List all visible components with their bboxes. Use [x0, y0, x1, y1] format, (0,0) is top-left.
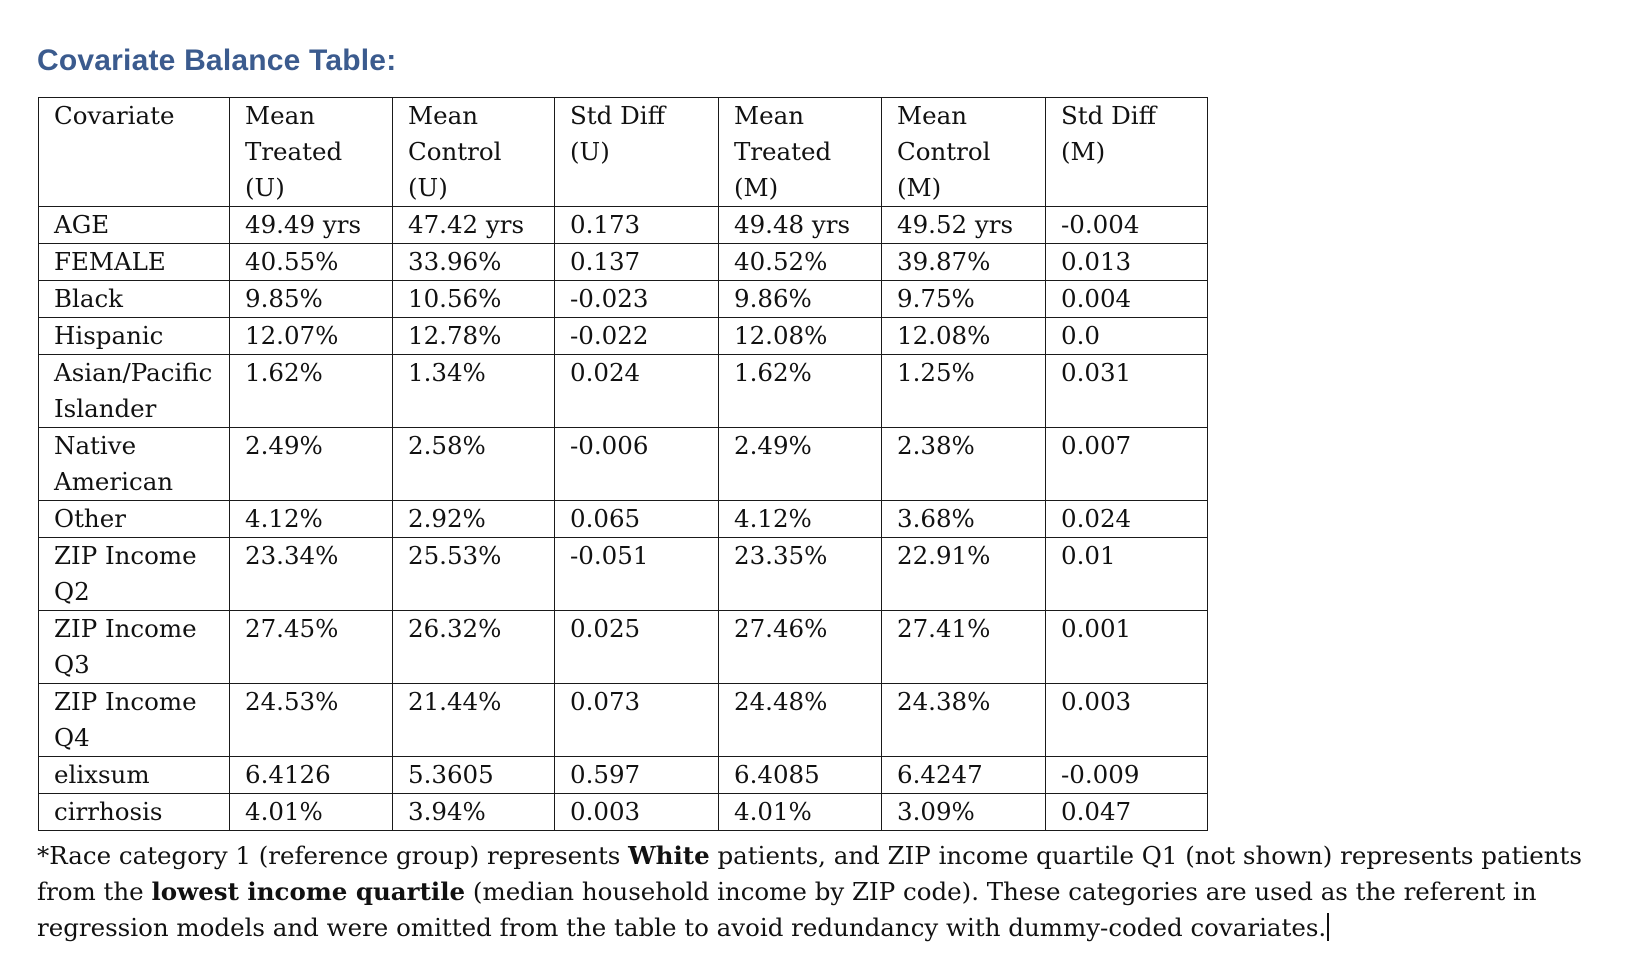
- table-row: [39, 501, 1208, 538]
- value-cell: 3.09%: [882, 794, 1046, 831]
- value-cell: 0.024: [555, 355, 719, 428]
- value-cell: 0.013: [1046, 244, 1208, 281]
- footnote-bold-white: White: [628, 841, 710, 870]
- value-cell: 12.07%: [230, 318, 393, 355]
- covariate-name-cell: Asian/Pacific Islander: [39, 355, 230, 428]
- covariate-name-cell: elixsum: [39, 757, 230, 794]
- value-cell: 24.53%: [230, 684, 393, 757]
- footnote-text-1: *Race category 1 (reference group) represents: [37, 841, 629, 870]
- value-cell: 4.12%: [230, 501, 393, 538]
- value-cell: 40.55%: [230, 244, 393, 281]
- covariate-name-cell: AGE: [39, 207, 230, 244]
- value-cell: 49.48 yrs: [719, 207, 882, 244]
- value-cell: 23.35%: [719, 538, 882, 611]
- value-cell: 6.4126: [230, 757, 393, 794]
- value-cell: 23.34%: [230, 538, 393, 611]
- value-cell: 10.56%: [393, 281, 555, 318]
- covariate-name-cell: ZIP Income Q3: [39, 611, 230, 684]
- value-cell: -0.022: [555, 318, 719, 355]
- value-cell: 3.68%: [882, 501, 1046, 538]
- value-cell: 22.91%: [882, 538, 1046, 611]
- value-cell: 0.001: [1046, 611, 1208, 684]
- value-cell: 0.003: [1046, 684, 1208, 757]
- table-row: [39, 244, 1208, 281]
- value-cell: 5.3605: [393, 757, 555, 794]
- value-cell: 0.073: [555, 684, 719, 757]
- column-header: Mean Control (U): [393, 98, 555, 207]
- table-row: [39, 318, 1208, 355]
- value-cell: 27.45%: [230, 611, 393, 684]
- footnote-bold-income-quartile: lowest income quartile: [151, 877, 466, 906]
- value-cell: 40.52%: [719, 244, 882, 281]
- value-cell: 0.01: [1046, 538, 1208, 611]
- value-cell: 6.4247: [882, 757, 1046, 794]
- covariate-name-cell: Native American: [39, 428, 230, 501]
- value-cell: 21.44%: [393, 684, 555, 757]
- value-cell: 47.42 yrs: [393, 207, 555, 244]
- value-cell: -0.004: [1046, 207, 1208, 244]
- value-cell: 0.031: [1046, 355, 1208, 428]
- table-heading: Covariate Balance Table:: [37, 44, 397, 77]
- value-cell: 0.0: [1046, 318, 1208, 355]
- value-cell: -0.023: [555, 281, 719, 318]
- value-cell: 0.025: [555, 611, 719, 684]
- value-cell: 4.12%: [719, 501, 882, 538]
- text-cursor: [1327, 913, 1329, 941]
- table-row: [39, 281, 1208, 318]
- column-header: Std Diff (U): [555, 98, 719, 207]
- table-row: [39, 538, 1208, 611]
- footnote[interactable]: [37, 838, 1617, 946]
- value-cell: 1.62%: [719, 355, 882, 428]
- table-row: [39, 684, 1208, 757]
- value-cell: 49.49 yrs: [230, 207, 393, 244]
- column-header: Mean Treated (U): [230, 98, 393, 207]
- covariate-balance-table: [38, 97, 1208, 831]
- value-cell: 0.173: [555, 207, 719, 244]
- value-cell: 2.49%: [230, 428, 393, 501]
- value-cell: 2.38%: [882, 428, 1046, 501]
- value-cell: 0.007: [1046, 428, 1208, 501]
- table-header-row: [39, 98, 1208, 207]
- value-cell: 12.78%: [393, 318, 555, 355]
- value-cell: -0.009: [1046, 757, 1208, 794]
- value-cell: 2.58%: [393, 428, 555, 501]
- value-cell: 0.137: [555, 244, 719, 281]
- covariate-name-cell: Other: [39, 501, 230, 538]
- table-row: [39, 355, 1208, 428]
- value-cell: 27.41%: [882, 611, 1046, 684]
- value-cell: 12.08%: [719, 318, 882, 355]
- value-cell: 0.047: [1046, 794, 1208, 831]
- value-cell: 0.065: [555, 501, 719, 538]
- value-cell: 24.38%: [882, 684, 1046, 757]
- table-body: [39, 98, 1208, 831]
- value-cell: 4.01%: [719, 794, 882, 831]
- column-header: Mean Control (M): [882, 98, 1046, 207]
- covariate-name-cell: Hispanic: [39, 318, 230, 355]
- covariate-name-cell: FEMALE: [39, 244, 230, 281]
- table-row: [39, 757, 1208, 794]
- value-cell: 4.01%: [230, 794, 393, 831]
- value-cell: 0.004: [1046, 281, 1208, 318]
- covariate-name-cell: Black: [39, 281, 230, 318]
- value-cell: 12.08%: [882, 318, 1046, 355]
- value-cell: 39.87%: [882, 244, 1046, 281]
- value-cell: 2.49%: [719, 428, 882, 501]
- value-cell: 24.48%: [719, 684, 882, 757]
- column-header: Std Diff (M): [1046, 98, 1208, 207]
- value-cell: 2.92%: [393, 501, 555, 538]
- value-cell: 0.024: [1046, 501, 1208, 538]
- value-cell: 3.94%: [393, 794, 555, 831]
- table-row: [39, 611, 1208, 684]
- value-cell: 1.34%: [393, 355, 555, 428]
- value-cell: 0.597: [555, 757, 719, 794]
- value-cell: 25.53%: [393, 538, 555, 611]
- covariate-name-cell: cirrhosis: [39, 794, 230, 831]
- value-cell: 1.25%: [882, 355, 1046, 428]
- column-header: Mean Treated (M): [719, 98, 882, 207]
- value-cell: 1.62%: [230, 355, 393, 428]
- value-cell: 49.52 yrs: [882, 207, 1046, 244]
- value-cell: -0.006: [555, 428, 719, 501]
- value-cell: 9.75%: [882, 281, 1046, 318]
- value-cell: 6.4085: [719, 757, 882, 794]
- table-row: [39, 794, 1208, 831]
- value-cell: 9.86%: [719, 281, 882, 318]
- value-cell: 26.32%: [393, 611, 555, 684]
- value-cell: 9.85%: [230, 281, 393, 318]
- footnote-text-3: (median household income by ZIP code). These categories are used as the referent in regression models and were omitted from the table to avoid redundancy with dummy-coded covariates.: [37, 877, 1537, 942]
- footnote-text-2: patients, and ZIP income quartile Q1 (not shown) represents patients from the: [37, 841, 1582, 906]
- column-header: Covariate: [39, 98, 230, 207]
- value-cell: 0.003: [555, 794, 719, 831]
- covariate-name-cell: ZIP Income Q2: [39, 538, 230, 611]
- table-row: [39, 428, 1208, 501]
- value-cell: 33.96%: [393, 244, 555, 281]
- table-row: [39, 207, 1208, 244]
- value-cell: 27.46%: [719, 611, 882, 684]
- value-cell: -0.051: [555, 538, 719, 611]
- covariate-name-cell: ZIP Income Q4: [39, 684, 230, 757]
